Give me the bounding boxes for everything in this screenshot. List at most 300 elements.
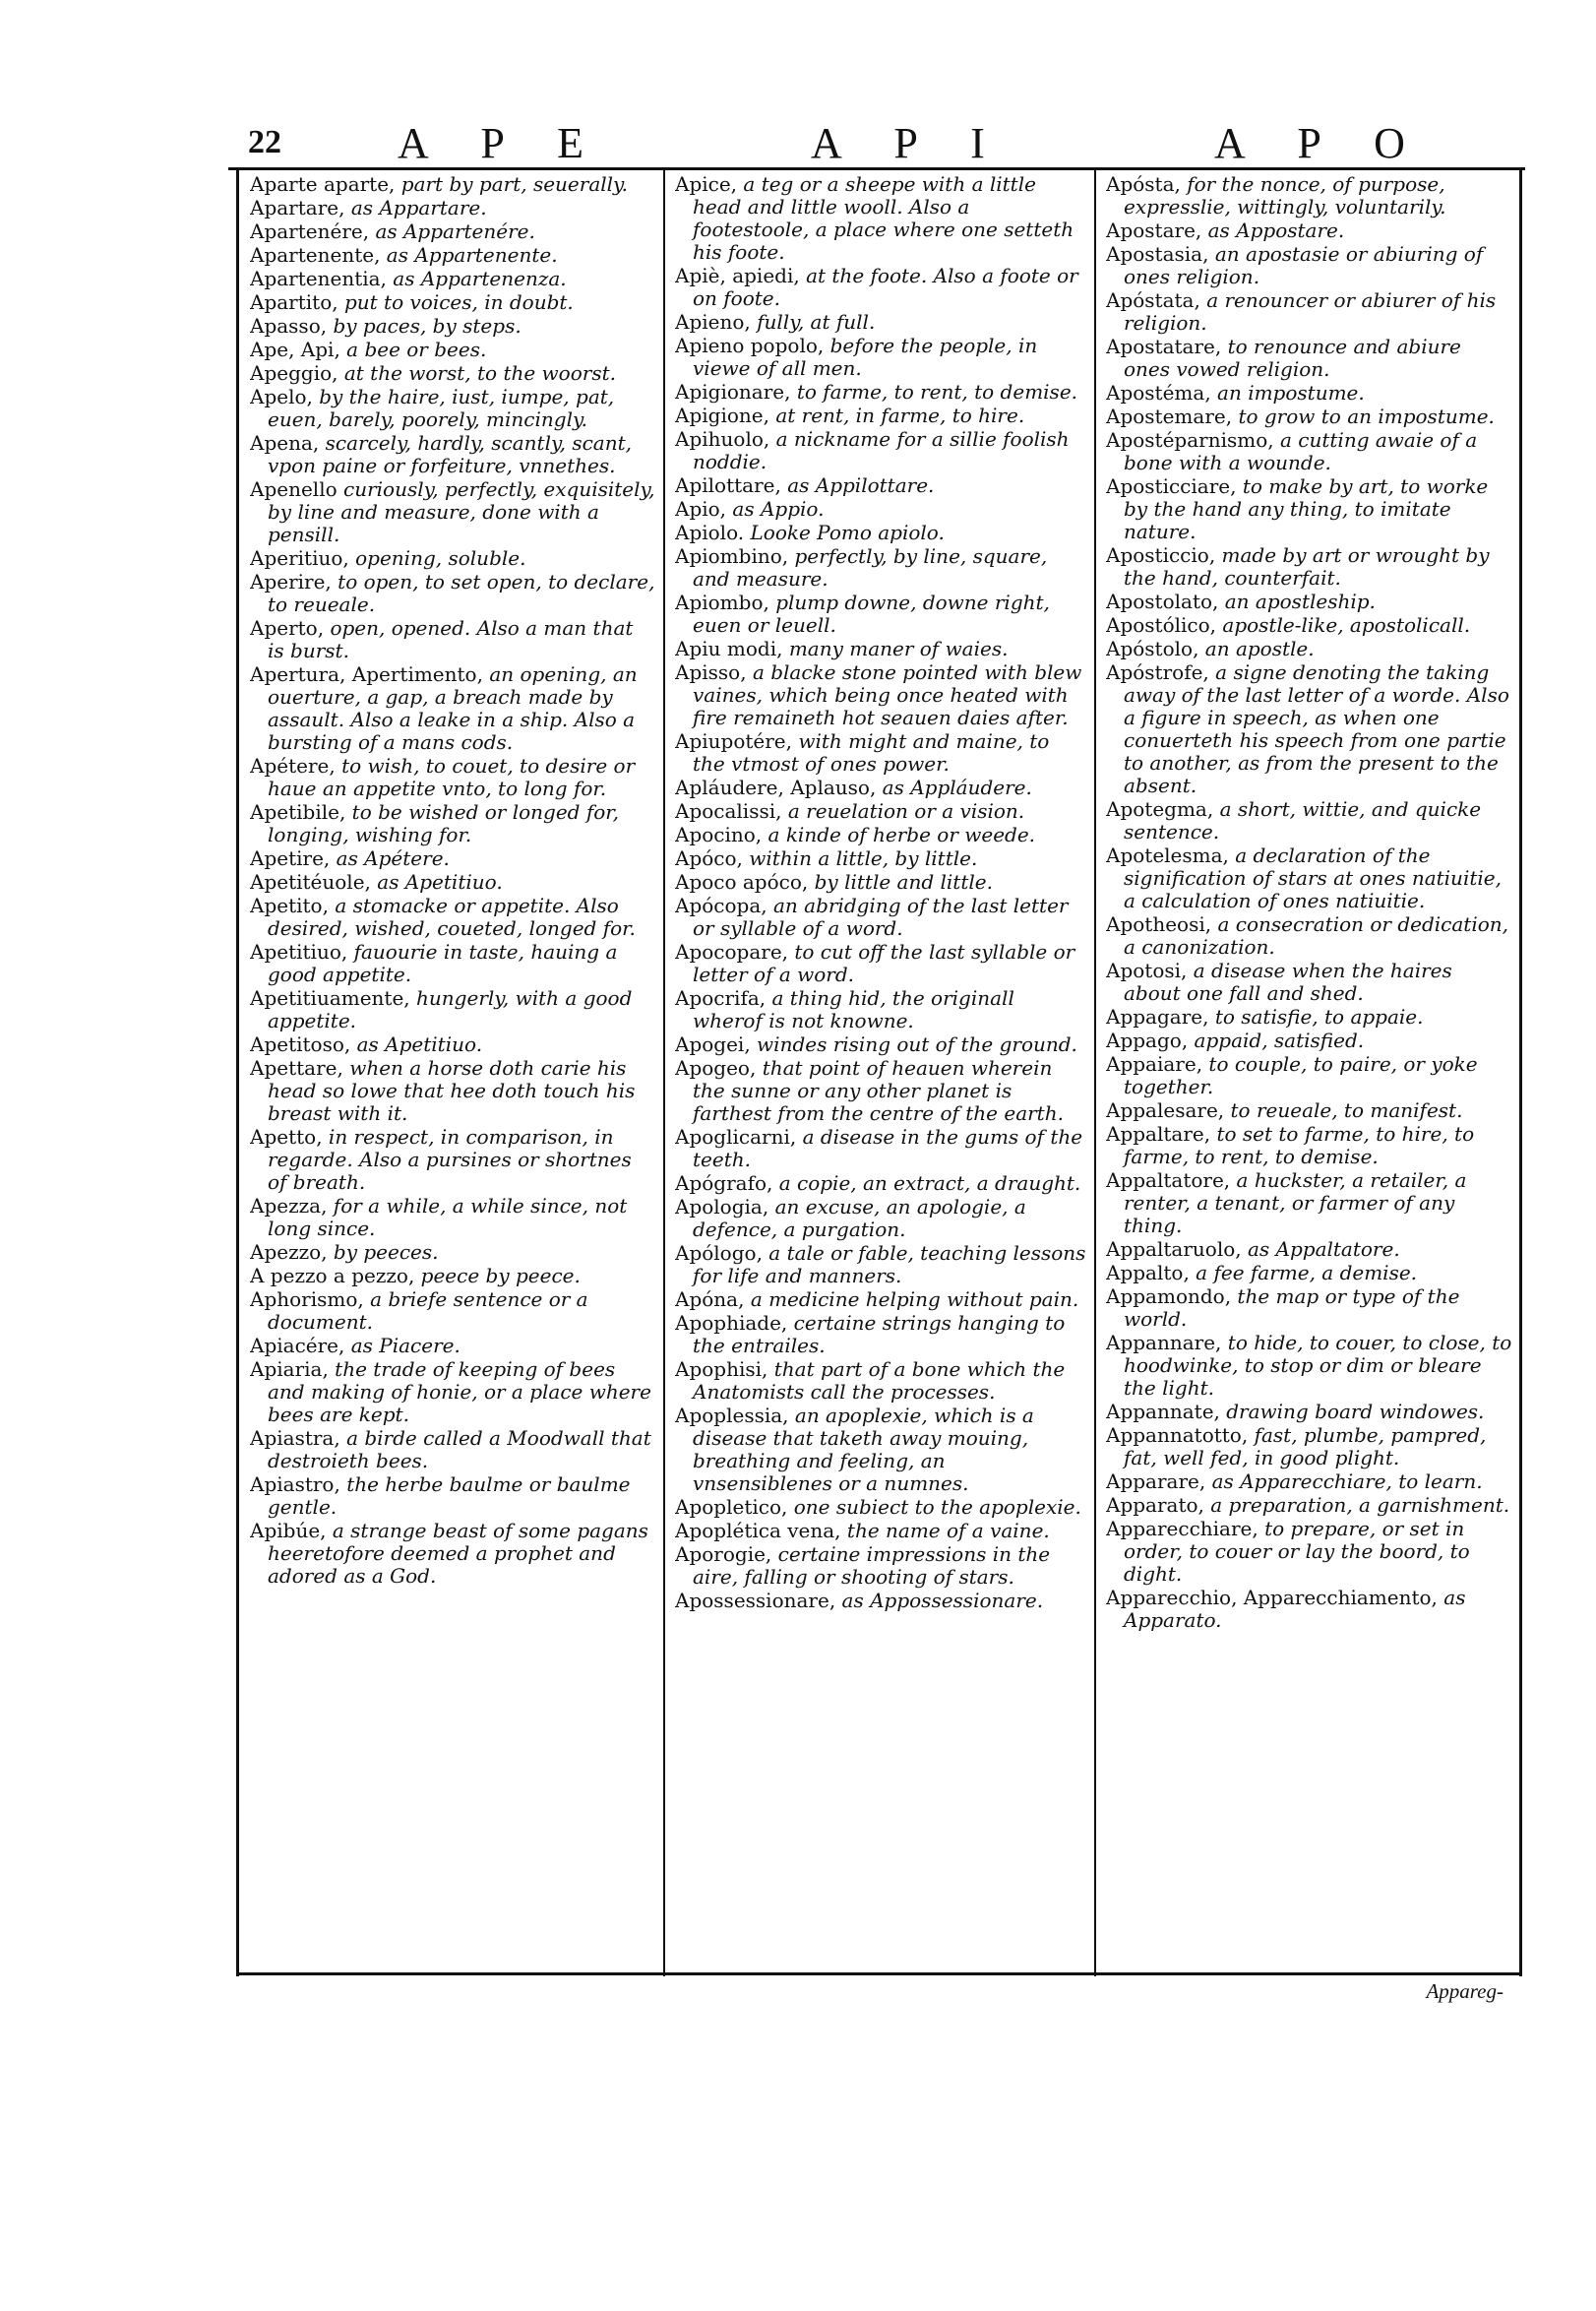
dictionary-entry — [1106, 1123, 1513, 1168]
entry-definition: a thing hid, the originall wherof is not knowne. — [693, 986, 1014, 1032]
running-head-api: A P I — [811, 119, 1007, 167]
dictionary-entry — [250, 801, 655, 846]
entry-headword: Apétere, — [250, 754, 336, 778]
dictionary-entry — [675, 800, 1086, 823]
entry-headword: Apógrafo, — [675, 1171, 773, 1195]
dictionary-entry — [250, 291, 655, 314]
entry-definition: a declaration of the signification of stars at ones natiuitie, a calculation of ones natiuitie. — [1124, 843, 1502, 912]
entry-definition: at the worst, to the woorst. — [343, 361, 616, 385]
entry-headword: Apotegma, — [1106, 797, 1214, 821]
entry-definition: a short, wittie, and quicke sentence. — [1124, 797, 1482, 843]
dictionary-entry — [675, 638, 1086, 660]
entry-headword: Appagare, — [1106, 1005, 1209, 1029]
dictionary-entry — [675, 522, 1086, 544]
entry-definition: fully, at full. — [757, 310, 876, 334]
dictionary-entry — [250, 197, 655, 219]
dictionary-entry — [1106, 638, 1513, 660]
column-1 — [250, 173, 655, 1974]
entry-definition: perfectly, by line, square, and measure. — [693, 544, 1048, 591]
dictionary-entry — [250, 478, 655, 546]
entry-headword: Apezza, — [250, 1194, 328, 1218]
entry-definition: an excuse, an apologie, a defence, a purgation. — [693, 1195, 1026, 1241]
entry-headword: Apartare, — [250, 196, 345, 219]
entry-headword: Appalesare, — [1106, 1098, 1225, 1122]
dictionary-entry — [250, 755, 655, 800]
entry-headword: Apophisi, — [675, 1357, 768, 1381]
entry-headword: Apparecchio, Apparecchiamento, — [1106, 1586, 1438, 1609]
entry-headword: Apóco, — [675, 846, 743, 870]
dictionary-entry — [250, 268, 655, 290]
dictionary-entry — [675, 987, 1086, 1032]
entry-headword: Apettare, — [250, 1056, 343, 1080]
dictionary-entry — [250, 1057, 655, 1125]
entry-definition: an abridging of the last letter or syllable of a word. — [693, 894, 1069, 940]
entry-definition: an opening, an ouerture, a gap, a breach made by assault. Also a leake in a ship. Also a bursting of a mans cods. — [268, 662, 638, 754]
entry-headword: Apoco apóco, — [675, 870, 809, 894]
entry-definition: drawing board windowes. — [1226, 1400, 1485, 1423]
entry-definition: put to voices, in doubt. — [343, 290, 574, 314]
entry-definition: the name of a vaine. — [846, 1519, 1050, 1542]
entry-headword: Apostólico, — [1106, 613, 1217, 637]
entry-headword: Apigione, — [675, 404, 769, 427]
entry-definition: as Apparato. — [1124, 1586, 1466, 1632]
dictionary-entry — [1106, 1518, 1513, 1586]
dictionary-entry — [250, 895, 655, 940]
entry-headword: Apelo, — [250, 385, 313, 408]
dictionary-entry — [1106, 475, 1513, 543]
entry-definition: a reuelation or a vision. — [787, 799, 1025, 823]
entry-headword: Apenello — [250, 477, 338, 501]
running-head-apo: A P O — [1214, 119, 1427, 167]
entry-definition: apostle-like, apostolicall. — [1222, 613, 1471, 637]
entry-definition: to grow to an impostume. — [1238, 405, 1495, 428]
dictionary-entry — [1106, 1030, 1513, 1052]
entry-definition: when a horse doth carie his head so lowe that hee doth touch his breast with it. — [268, 1056, 636, 1125]
dictionary-entry — [250, 1126, 655, 1194]
entry-definition: the herbe baulme or baulme gentle. — [268, 1472, 631, 1519]
entry-headword: Apena, — [250, 431, 320, 455]
entry-definition: by the haire, iust, iumpe, pat, euen, barely, poorely, mincingly. — [268, 385, 615, 431]
entry-headword: Aporogie, — [675, 1542, 772, 1566]
entry-definition: before the people, in viewe of all men. — [693, 334, 1038, 380]
entry-definition: a preparation, a garnishment. — [1210, 1493, 1510, 1517]
entry-definition: as Appartenenza. — [393, 267, 567, 290]
entry-definition: to hide, to couer, to close, to hoodwinke, to stop or dim or bleare the light. — [1124, 1331, 1512, 1400]
entry-definition: an impostume. — [1217, 381, 1365, 405]
entry-definition: Looke Pomo apiolo. — [750, 521, 945, 544]
entry-headword: Apieno popolo, — [675, 334, 825, 357]
entry-headword: Apiè, apiedi, — [675, 264, 800, 287]
dictionary-entry — [250, 617, 655, 662]
entry-definition: windes rising out of the ground. — [757, 1032, 1077, 1056]
dictionary-entry — [1106, 1262, 1513, 1284]
entry-definition: to wish, to couet, to desire or haue an appetite vnto, to long for. — [268, 754, 636, 800]
entry-headword: Apilottare, — [675, 473, 781, 497]
entry-definition: as Appostare. — [1207, 219, 1345, 242]
dictionary-entry — [1106, 1401, 1513, 1423]
entry-definition: for the nonce, of purpose, expresslie, wittingly, voluntarily. — [1124, 173, 1446, 219]
entry-definition: by paces, by steps. — [333, 314, 522, 338]
entry-definition: an apostasie or abiuring of ones religion. — [1124, 242, 1484, 288]
dictionary-entry — [675, 1312, 1086, 1357]
entry-headword: Apiolo. — [675, 521, 745, 544]
column-2 — [675, 173, 1086, 1974]
entry-definition: an apoplexie, which is a disease that taketh away mouing, breathing and feeling, an vnsensiblenes or a numnes. — [693, 1404, 1034, 1495]
entry-definition: as Appartare. — [350, 196, 487, 219]
entry-definition: a bee or bees. — [346, 338, 487, 361]
entry-definition: by little and little. — [814, 870, 993, 894]
entry-definition: a copie, an extract, a draught. — [778, 1171, 1081, 1195]
dictionary-entry — [1106, 1424, 1513, 1469]
entry-definition: opening, soluble. — [355, 546, 526, 570]
entry-headword: Apoplessia, — [675, 1404, 789, 1427]
entry-headword: Apparecchiare, — [1106, 1517, 1258, 1540]
entry-headword: Appannare, — [1106, 1331, 1222, 1354]
dictionary-entry — [250, 362, 655, 385]
entry-definition: open, opened. Also a man that is burst. — [268, 616, 634, 662]
dictionary-entry — [1106, 1332, 1513, 1400]
entry-definition: many maner of waies. — [788, 637, 1009, 660]
entry-definition: for a while, a while since, not long since. — [268, 1194, 628, 1240]
entry-definition: an apostle. — [1204, 637, 1315, 660]
dictionary-entry — [250, 1288, 655, 1334]
entry-headword: Appaiare, — [1106, 1052, 1203, 1076]
dictionary-entry — [1106, 1494, 1513, 1517]
dictionary-entry — [675, 1057, 1086, 1125]
entry-headword: Apostéma, — [1106, 381, 1211, 405]
entry-headword: Apoglicarni, — [675, 1125, 797, 1149]
dictionary-entry — [1106, 406, 1513, 428]
entry-definition: as Apétere. — [336, 846, 450, 870]
dictionary-entry — [250, 244, 655, 267]
entry-headword: Aperire, — [250, 570, 332, 593]
catchword: Appareg- — [1426, 1979, 1504, 2003]
entry-headword: Apóstata, — [1106, 288, 1200, 312]
entry-headword: Apartito, — [250, 290, 338, 314]
dictionary-entry — [250, 1033, 655, 1056]
dictionary-entry — [250, 571, 655, 616]
entry-headword: Aperitiuo, — [250, 546, 349, 570]
dictionary-entry — [1106, 960, 1513, 1005]
column-rule-2 — [1094, 167, 1096, 1976]
dictionary-entry — [250, 987, 655, 1032]
entry-headword: Apasso, — [250, 314, 328, 338]
dictionary-entry — [675, 335, 1086, 380]
entry-definition: a signe denoting the taking away of the last letter of a worde. Also a figure in speech, as when one conuerteth his speech from one partie to another, as from the present to the absent. — [1124, 660, 1509, 797]
entry-definition: as Appartenente. — [386, 243, 558, 267]
entry-headword: Apotosi, — [1106, 959, 1188, 982]
dictionary-entry — [675, 661, 1086, 729]
entry-headword: Apartenére, — [250, 219, 370, 243]
dictionary-entry — [675, 1496, 1086, 1519]
column-rule-1 — [663, 167, 665, 1976]
dictionary-entry — [675, 777, 1086, 799]
entry-definition: at the foote. Also a foote or on foote. — [693, 264, 1078, 310]
entry-headword: Apósta, — [1106, 173, 1181, 196]
dictionary-entry — [675, 474, 1086, 497]
dictionary-entry — [250, 1195, 655, 1240]
entry-headword: Appaltatore, — [1106, 1168, 1231, 1192]
dictionary-entry — [675, 428, 1086, 473]
entry-headword: Apertura, Apertimento, — [250, 662, 483, 686]
entry-definition: made by art or wrought by the hand, counterfait. — [1124, 543, 1490, 590]
entry-definition: as Apetitiuo. — [377, 870, 503, 894]
entry-definition: a briefe sentence or a document. — [268, 1287, 588, 1334]
entry-definition: a stomacke or appetite. Also desired, wished, coueted, longed for. — [268, 894, 636, 940]
dictionary-entry — [250, 173, 655, 196]
entry-headword: Apocopare, — [675, 940, 789, 964]
dictionary-entry — [675, 1172, 1086, 1195]
entry-headword: Apotelesma, — [1106, 843, 1229, 867]
page-header — [228, 120, 1525, 170]
entry-definition: in respect, in comparison, in regarde. Also a pursines or shortnes of breath. — [268, 1125, 632, 1194]
entry-definition: to make by art, to worke by the hand any thing, to imitate nature. — [1124, 474, 1489, 543]
entry-headword: Apetitéuole, — [250, 870, 371, 894]
dictionary-entry — [675, 1126, 1086, 1171]
entry-headword: Apostatare, — [1106, 335, 1222, 358]
dictionary-entry — [675, 1543, 1086, 1589]
entry-definition: one subiect to the apoplexie. — [793, 1495, 1081, 1519]
dictionary-entry — [675, 1196, 1086, 1241]
dictionary-entry — [675, 1405, 1086, 1495]
entry-definition: a disease when the haires about one fall and shed. — [1124, 959, 1452, 1005]
entry-definition: at rent, in farme, to hire. — [775, 404, 1025, 427]
entry-definition: as Appilottare. — [787, 473, 935, 497]
entry-definition: to open, to set open, to declare, to reueale. — [268, 570, 655, 616]
entry-definition: a birde called a Moodwall that destroieth bees. — [268, 1426, 651, 1472]
dictionary-entry — [250, 432, 655, 477]
entry-headword: Apostare, — [1106, 219, 1202, 242]
entry-headword: Apologia, — [675, 1195, 769, 1218]
dictionary-entry — [1106, 1238, 1513, 1261]
entry-definition: an apostleship. — [1224, 590, 1376, 613]
entry-definition: with might and maine, to the vtmost of ones power. — [693, 729, 1050, 776]
dictionary-entry — [1106, 661, 1513, 797]
column-rule-left — [236, 167, 239, 1976]
dictionary-entry — [250, 339, 655, 361]
dictionary-entry — [675, 173, 1086, 264]
entry-definition: the trade of keeping of bees and making of honie, or a place where bees are kept. — [268, 1357, 651, 1426]
entry-headword: Apparato, — [1106, 1493, 1204, 1517]
entry-headword: Apiupotére, — [675, 729, 792, 753]
entry-headword: Apostemare, — [1106, 405, 1233, 428]
dictionary-entry — [250, 1358, 655, 1426]
dictionary-entry — [250, 871, 655, 894]
entry-headword: Apetitiuamente, — [250, 986, 410, 1010]
dictionary-entry — [675, 545, 1086, 591]
entry-definition: a consecration or dedication, a canonization. — [1124, 912, 1509, 959]
dictionary-entry — [675, 1242, 1086, 1287]
entry-headword: Apócopa, — [675, 894, 767, 917]
dictionary-entry — [1106, 336, 1513, 381]
entry-headword: Apiastra, — [250, 1426, 340, 1450]
dictionary-entry — [250, 315, 655, 338]
entry-headword: Apieno, — [675, 310, 751, 334]
entry-definition: as Piacere. — [350, 1334, 460, 1357]
dictionary-entry — [1106, 913, 1513, 959]
dictionary-entry — [1106, 1587, 1513, 1632]
dictionary-entry — [675, 498, 1086, 521]
entry-headword: Apiaria, — [250, 1357, 329, 1381]
entry-definition: certaine strings hanging to the entrailes. — [693, 1311, 1066, 1357]
dictionary-entry — [1106, 243, 1513, 288]
page-number: 22 — [248, 124, 281, 160]
entry-headword: Aposticciare, — [1106, 474, 1237, 498]
entry-definition: to set to farme, to hire, to farme, to rent, to demise. — [1124, 1122, 1475, 1168]
entry-headword: Apihuolo, — [675, 427, 770, 451]
dictionary-entry — [675, 847, 1086, 870]
dictionary-entry — [1106, 1053, 1513, 1098]
entry-definition: to be wished or longed for, longing, wishing for. — [268, 800, 619, 846]
dictionary-entry — [675, 265, 1086, 310]
entry-headword: Apetto, — [250, 1125, 323, 1149]
dictionary-entry — [675, 311, 1086, 334]
dictionary-entry — [675, 824, 1086, 846]
dictionary-entry — [1106, 1006, 1513, 1029]
entry-headword: Apossessionare, — [675, 1589, 836, 1612]
dictionary-entry — [1106, 429, 1513, 474]
entry-definition: to renounce and abiure ones vowed religion. — [1124, 335, 1461, 381]
dictionary-entry — [1106, 614, 1513, 637]
entry-definition: the map or type of the world. — [1124, 1284, 1460, 1331]
dictionary-entry — [675, 1288, 1086, 1311]
entry-headword: Apophiade, — [675, 1311, 788, 1335]
entry-headword: Aphorismo, — [250, 1287, 364, 1311]
entry-definition: to farme, to rent, to demise. — [796, 380, 1078, 404]
running-head-ape: A P E — [398, 119, 606, 167]
entry-headword: Apóna, — [675, 1287, 745, 1311]
entry-headword: Apetitoso, — [250, 1032, 351, 1056]
dictionary-entry — [250, 1241, 655, 1264]
entry-definition: a renouncer or abiurer of his religion. — [1124, 288, 1497, 335]
entry-definition: to reueale, to manifest. — [1230, 1098, 1463, 1122]
entry-headword: Apetitiuo, — [250, 940, 348, 964]
entry-definition: certaine impressions in the aire, falling or shooting of stars. — [693, 1542, 1051, 1589]
entry-headword: Apigionare, — [675, 380, 791, 404]
entry-definition: as Appossessionare. — [841, 1589, 1044, 1612]
entry-headword: Aposticcio, — [1106, 543, 1216, 567]
entry-headword: Appannatotto, — [1106, 1423, 1249, 1447]
entry-headword: Apopletico, — [675, 1495, 788, 1519]
dictionary-entry — [250, 847, 655, 870]
dictionary-entry — [1106, 289, 1513, 335]
entry-definition: a disease in the gums of the teeth. — [693, 1125, 1083, 1171]
page-body — [228, 167, 1525, 1976]
entry-headword: Apiombino, — [675, 544, 789, 568]
entry-definition: a kinde of herbe or weede. — [767, 823, 1036, 846]
entry-headword: Apotheosi, — [1106, 912, 1212, 936]
entry-definition: to couple, to paire, or yoke together. — [1124, 1052, 1478, 1098]
entry-definition: a cutting awaie of a bone with a wounde. — [1124, 428, 1478, 474]
entry-headword: Apetire, — [250, 846, 331, 870]
dictionary-entry — [1106, 1285, 1513, 1331]
entry-definition: fauourie in taste, hauing a good appetite. — [268, 940, 618, 986]
entry-headword: Apogei, — [675, 1032, 751, 1056]
entry-definition: to prepare, or set in order, to couer or lay the boord, to dight. — [1124, 1517, 1470, 1586]
dictionary-entry — [250, 1427, 655, 1472]
entry-headword: Apeggio, — [250, 361, 338, 385]
entry-headword: Apólogo, — [675, 1241, 763, 1265]
dictionary-entry — [250, 941, 655, 986]
dictionary-entry — [1106, 1470, 1513, 1493]
entry-definition: as Apparecchiare, to learn. — [1211, 1469, 1483, 1493]
dictionary-entry — [675, 381, 1086, 404]
entry-definition: that part of a bone which the Anatomists call the processes. — [693, 1357, 1066, 1404]
entry-headword: Apostasia, — [1106, 242, 1209, 266]
entry-definition: a blacke stone pointed with blew vaines, which being once heated with fire remaineth hot seauen daies after. — [693, 660, 1082, 729]
entry-definition: as Apetitiuo. — [356, 1032, 483, 1056]
dictionary-entry — [1106, 798, 1513, 843]
entry-definition: by peeces. — [333, 1240, 439, 1264]
entry-definition: appaid, satisfied. — [1194, 1029, 1365, 1052]
entry-headword: Apetibile, — [250, 800, 346, 824]
dictionary-entry — [675, 1590, 1086, 1612]
dictionary-entry — [1106, 1099, 1513, 1122]
entry-headword: Apiu modi, — [675, 637, 783, 660]
dictionary-entry — [250, 1520, 655, 1588]
entry-headword: Apocalissi, — [675, 799, 782, 823]
entry-headword: Apisso, — [675, 660, 747, 684]
column-rule-right — [1519, 167, 1522, 1976]
dictionary-entry — [675, 1520, 1086, 1542]
dictionary-entry — [1106, 173, 1513, 219]
entry-definition: a tale or fable, teaching lessons for life and manners. — [693, 1241, 1086, 1287]
dictionary-entry — [250, 663, 655, 754]
entry-definition: to cut off the last syllable or letter of a word. — [693, 940, 1075, 986]
entry-headword: Apóstrofe, — [1106, 660, 1209, 684]
entry-headword: Aperto, — [250, 616, 325, 640]
entry-definition: as Appaltatore. — [1247, 1237, 1400, 1261]
entry-headword: Appago, — [1106, 1029, 1189, 1052]
entry-headword: Apláudere, Aplauso, — [675, 776, 877, 799]
entry-definition: peece by peece. — [420, 1264, 581, 1287]
entry-headword: Apice, — [675, 173, 738, 196]
dictionary-entry — [675, 871, 1086, 894]
entry-headword: Ape, Api, — [250, 338, 340, 361]
entry-definition: as Appio. — [732, 497, 825, 521]
dictionary-entry — [1106, 1169, 1513, 1237]
dictionary-entry — [675, 405, 1086, 427]
column-3 — [1106, 173, 1513, 1974]
entry-headword: Apetito, — [250, 894, 329, 917]
entry-headword: Appaltare, — [1106, 1122, 1211, 1146]
entry-definition: that point of heauen wherein the sunne or any other planet is farthest from the centre of the earth. — [693, 1056, 1064, 1125]
dictionary-entry — [1106, 219, 1513, 242]
entry-headword: Apocrifa, — [675, 986, 767, 1010]
entry-definition: part by part, seuerally. — [400, 173, 629, 196]
entry-headword: Apiastro, — [250, 1472, 340, 1496]
dictionary-entry — [675, 1033, 1086, 1056]
entry-definition: to satisfie, to appaie. — [1214, 1005, 1424, 1029]
entry-headword: Apartenentia, — [250, 267, 387, 290]
entry-headword: Apibúe, — [250, 1519, 327, 1542]
entry-definition: plump downe, downe right, euen or leuell. — [693, 591, 1050, 637]
dictionary-entry — [675, 592, 1086, 637]
entry-headword: Apogeo, — [675, 1056, 757, 1080]
dictionary-entry — [1106, 591, 1513, 613]
dictionary-entry — [675, 730, 1086, 776]
entry-headword: A pezzo a pezzo, — [250, 1264, 415, 1287]
entry-definition: as Appláudere. — [882, 776, 1032, 799]
entry-definition: a nickname for a sillie foolish noddie. — [693, 427, 1070, 473]
entry-definition: hungerly, with a good appetite. — [268, 986, 633, 1032]
entry-headword: Appaltaruolo, — [1106, 1237, 1242, 1261]
entry-definition: a teg or a sheepe with a little head and little wooll. Also a footestoole, a place where one setteth his foote. — [693, 173, 1074, 264]
entry-headword: Appalto, — [1106, 1261, 1190, 1284]
entry-definition: a huckster, a retailer, a renter, a tenant, or farmer of any thing. — [1124, 1168, 1467, 1237]
entry-headword: Apezzo, — [250, 1240, 328, 1264]
entry-definition: curiously, perfectly, exquisitely, by line and measure, done with a pensill. — [268, 477, 655, 546]
